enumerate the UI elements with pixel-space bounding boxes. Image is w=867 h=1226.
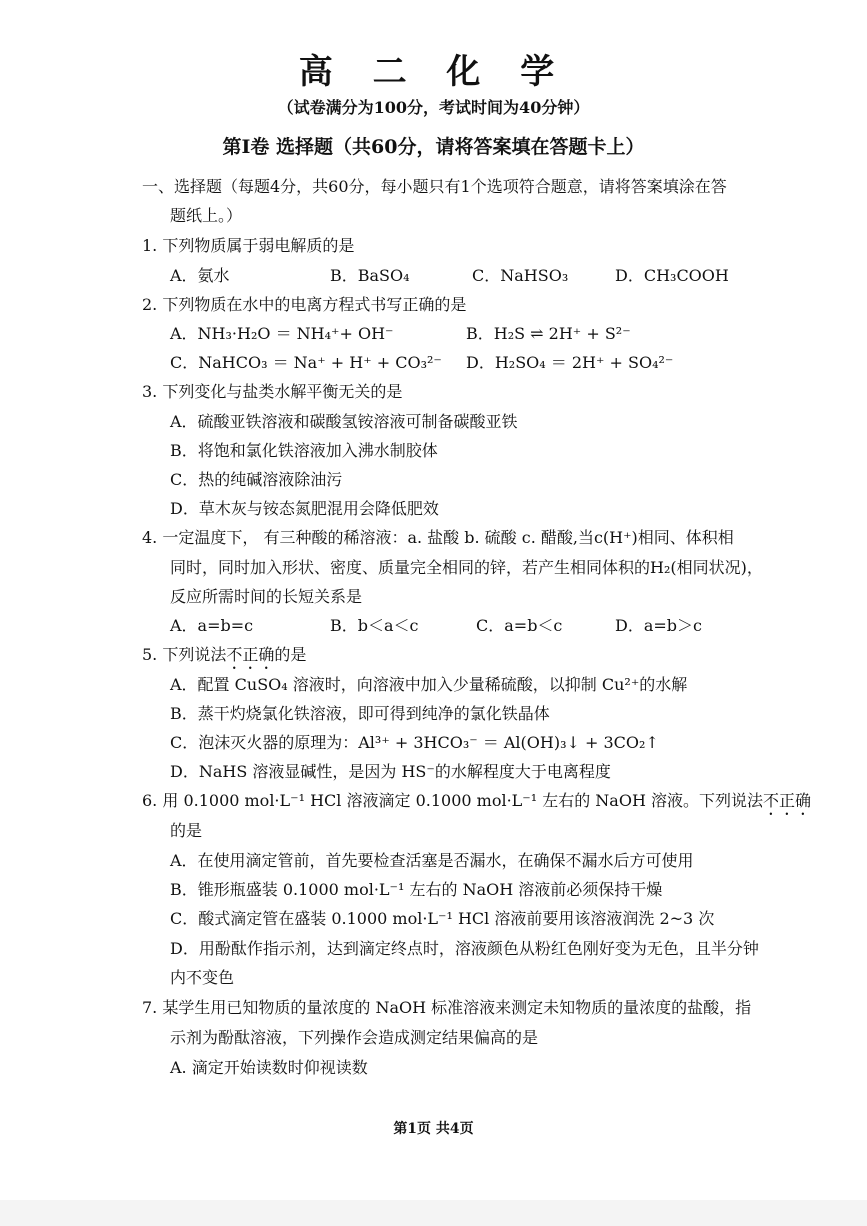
question-6-option-d-line-2: 内不变色 [170,968,235,987]
question-1-option-c: C．NaHSO₃ [472,266,569,285]
question-6-option-b: B．锥形瓶盛装 0.1000 mol·L⁻¹ 左右的 NaOH 溶液前必须保持干燥 [170,880,663,899]
question-2-option-c: C．NaHCO₃ ＝ Na⁺ + H⁺ + CO₃²⁻ [170,353,442,372]
question-5-stem-suffix: 的是 [274,645,307,664]
question-5-option-d: D．NaHS 溶液显碱性，是因为 HS⁻的水解程度大于电离程度 [170,762,611,781]
instructions-line-1: 一、选择题（每题4分，共60分，每小题只有1个选项符合题意，请将答案填涂在答 [142,177,727,196]
question-7-option-a: A. 滴定开始读数时仰视读数 [170,1058,368,1077]
question-4-option-b: B．b＜a＜c [330,616,419,635]
page-title: 高 二 化 学 [298,52,569,92]
question-4-option-c: C．a=b＜c [476,616,563,635]
question-7-stem-line-2: 示剂为酚酞溶液，下列操作会造成测定结果偏高的是 [170,1028,539,1047]
question-3-option-c: C．热的纯碱溶液除油污 [170,470,343,489]
question-2-option-d: D．H₂SO₄ ＝ 2H⁺ + SO₄²⁻ [466,353,674,372]
question-6-stem-line-2: 的是 [170,821,203,840]
question-6-stem-prefix: 6. 用 0.1000 mol·L⁻¹ HCl 溶液滴定 0.1000 mol·L⁻¹ 左右的 NaOH 溶液。下列说法 [142,791,764,810]
question-1-option-d: D．CH₃COOH [615,266,729,285]
question-2-option-a: A．NH₃·H₂O ＝ NH₄⁺+ OH⁻ [170,324,394,343]
question-2-stem: 2. 下列物质在水中的电离方程式书写正确的是 [142,295,467,314]
question-1-option-a: A．氨水 [170,266,230,285]
question-6-option-a: A．在使用滴定管前，首先要检查活塞是否漏水，在确保不漏水后方可使用 [170,851,694,870]
question-4-stem-line-2: 同时，同时加入形状、密度、质量完全相同的锌，若产生相同体积的H₂(相同状况)， [170,558,763,577]
section-heading: 第Ⅰ卷 选择题（共60分，请将答案填在答题卡上） [222,136,645,158]
question-3-option-b: B．将饱和氯化铁溶液加入沸水制胶体 [170,441,438,460]
question-7-stem-line-1: 7. 某学生用已知物质的量浓度的 NaOH 标准溶液来测定未知物质的量浓度的盐酸，指 [142,998,752,1017]
question-5-stem [142,644,306,673]
instructions-line-2: 题纸上。） [170,206,243,225]
exam-info: （试卷满分为100分，考试时间为40分钟） [277,98,590,117]
question-5-option-b: B．蒸干灼烧氯化铁溶液，即可得到纯净的氯化铁晶体 [170,704,550,723]
question-5-stem-prefix: 5. 下列说法 [142,645,227,664]
question-6-stem-line-1 [142,790,811,819]
page-number: 第1页 共4页 [393,1121,474,1137]
question-3-stem: 3. 下列变化与盐类水解平衡无关的是 [142,382,403,401]
question-4-stem-line-3: 反应所需时间的长短关系是 [170,587,363,606]
question-4-option-a: A．a=b=c [170,616,254,635]
question-3-option-a: A．硫酸亚铁溶液和碳酸氢铵溶液可制备碳酸亚铁 [170,412,518,431]
question-4-stem-line-1: 4. 一定温度下， 有三种酸的稀溶液：a. 盐酸 b. 硫酸 c. 醋酸,当c(H⁺)相同、体积相 [142,528,734,547]
question-1-stem: 1. 下列物质属于弱电解质的是 [142,236,355,255]
bottom-margin [0,1200,867,1226]
question-5-option-a: A．配置 CuSO₄ 溶液时，向溶液中加入少量稀硫酸，以抑制 Cu²⁺的水解 [170,675,688,694]
question-4-option-d: D．a=b＞c [615,616,702,635]
question-5-option-c: C．泡沫灭火器的原理为：Al³⁺ + 3HCO₃⁻ ＝ Al(OH)₃↓ + 3CO₂↑ [170,733,659,752]
question-1-option-b: B．BaSO₄ [330,266,410,285]
question-5-emphasis: 不正确 [226,645,275,664]
question-6-emphasis: 不正确 [763,791,812,810]
question-6-option-d-line-1: D．用酚酞作指示剂，达到滴定终点时，溶液颜色从粉红色刚好变为无色，且半分钟 [170,939,759,958]
question-6-option-c: C．酸式滴定管在盛装 0.1000 mol·L⁻¹ HCl 溶液前要用该溶液润洗 2~3 次 [170,909,715,928]
question-2-option-b: B．H₂S ⇌ 2H⁺ + S²⁻ [466,324,631,343]
question-3-option-d: D．草木灰与铵态氮肥混用会降低肥效 [170,499,439,518]
